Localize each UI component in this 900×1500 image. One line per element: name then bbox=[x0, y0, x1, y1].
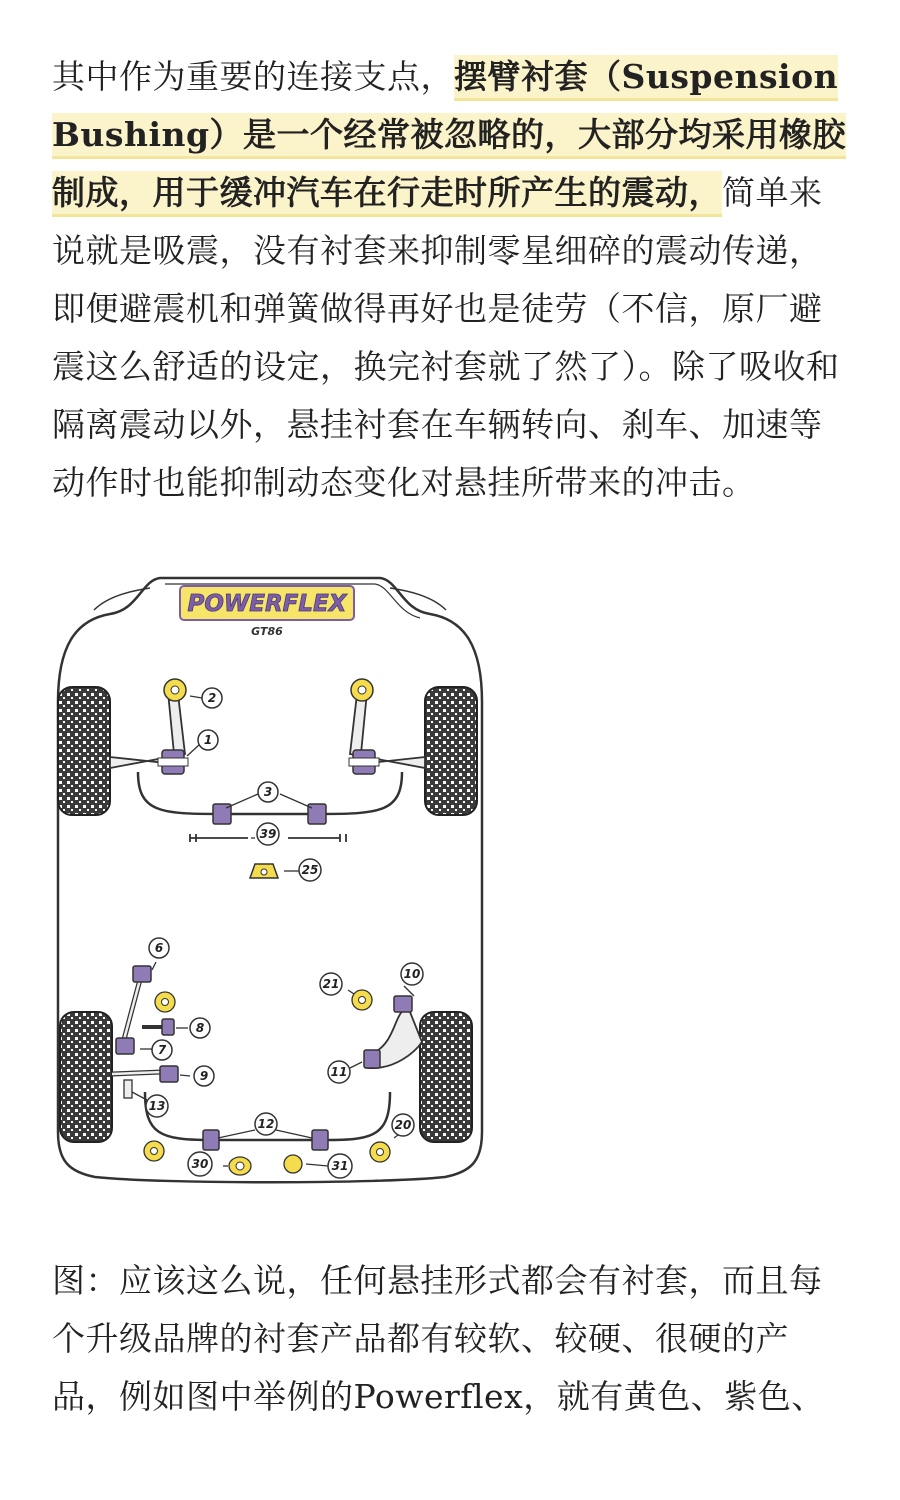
svg-text:25: 25 bbox=[301, 863, 319, 877]
caption-text: 图：应该这么说，任何悬挂形式都会有衬套，而且每个升级品牌的衬套产品都有较软、较硬、很硬的产品，例如图中举例的Powerflex，就有黄色、紫色、 bbox=[52, 1261, 825, 1416]
car-body-outline bbox=[58, 578, 482, 1182]
part-13 bbox=[124, 1080, 132, 1098]
bushing-10 bbox=[394, 996, 412, 1012]
article-body bbox=[52, 48, 852, 512]
tire-rear-left bbox=[60, 1012, 112, 1142]
suspension-diagram bbox=[50, 572, 490, 1197]
powerflex-logo: POWERFLEX bbox=[187, 591, 347, 617]
bushing-7 bbox=[116, 1038, 134, 1054]
svg-text:13: 13 bbox=[148, 1099, 166, 1113]
tire-front-right bbox=[425, 687, 477, 815]
bushing-8 bbox=[162, 1019, 174, 1035]
svg-text:10: 10 bbox=[403, 967, 421, 981]
svg-text:2: 2 bbox=[207, 691, 217, 705]
svg-text:39: 39 bbox=[259, 827, 277, 841]
svg-text:6: 6 bbox=[154, 941, 164, 955]
intro-text: 其中作为重要的连接支点， bbox=[52, 57, 454, 96]
figure-caption bbox=[52, 1252, 852, 1426]
bushing-9 bbox=[160, 1066, 178, 1082]
svg-text:21: 21 bbox=[322, 977, 340, 991]
svg-text:8: 8 bbox=[195, 1021, 205, 1035]
svg-text:3: 3 bbox=[263, 785, 273, 799]
bushing-12-left bbox=[203, 1130, 219, 1150]
bushing-11 bbox=[364, 1050, 380, 1068]
svg-text:20: 20 bbox=[394, 1118, 412, 1132]
article-paragraph bbox=[52, 48, 852, 512]
bushing-31 bbox=[284, 1155, 302, 1173]
svg-text:31: 31 bbox=[331, 1159, 349, 1173]
bushing-12-right bbox=[312, 1130, 328, 1150]
tire-rear-right bbox=[420, 1012, 472, 1142]
svg-text:7: 7 bbox=[157, 1043, 167, 1057]
tire-front-left bbox=[58, 687, 110, 815]
svg-text:30: 30 bbox=[191, 1157, 209, 1171]
bushing-6 bbox=[133, 966, 151, 982]
model-label: GT86 bbox=[251, 625, 283, 638]
svg-text:12: 12 bbox=[257, 1117, 275, 1131]
highlighted-text[interactable]: 摆臂衬套（Suspension Bushing）是一个经常被忽略的，大部分均采用橡胶制成，用于缓冲汽车在行走时所产生的震动， bbox=[52, 57, 847, 212]
svg-text:1: 1 bbox=[203, 733, 213, 747]
svg-text:9: 9 bbox=[199, 1069, 209, 1083]
svg-text:11: 11 bbox=[330, 1065, 348, 1079]
body-text: 简单来说就是吸震，没有衬套来抑制零星细碎的震动传递，即便避震机和弹簧做得再好也是徒劳（不信，原厂避震这么舒适的设定，换完衬套就了然了）。除了吸收和隔离震动以外，悬挂衬套在车辆转向、刹车、加速等动作时也能抑制动态变化对悬挂所带来的冲击。 bbox=[52, 173, 840, 502]
